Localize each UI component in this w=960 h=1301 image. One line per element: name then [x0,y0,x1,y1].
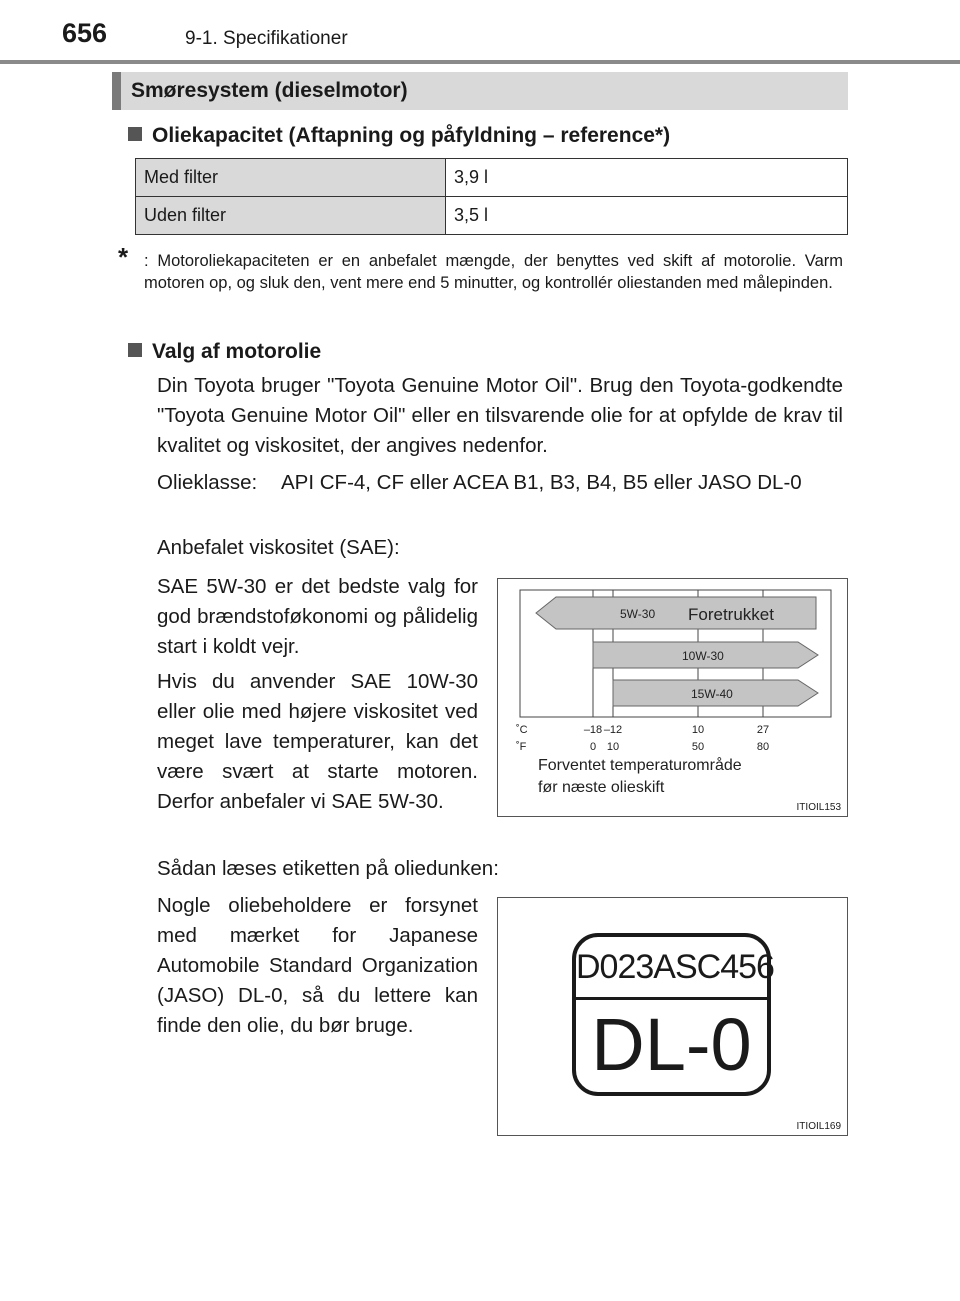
label-heading: Sådan læses etiketten på oliedunken: [157,857,499,880]
jaso-paragraph: Nogle oliebeholdere er forsynet med mærket for Japanese Automobile Standard Organization (JASO) DL-0, så du lettere kan finde den olie, du bør bruge. [157,894,478,1037]
oil-class-value: API CF-4, CF eller ACEA B1, B3, B4, B5 eller JASO DL-0 [281,471,802,494]
oil-class-label: Olieklasse: [157,471,258,494]
celsius-tick: –12 [603,724,623,736]
series-label: 15W-40 [691,687,733,701]
celsius-tick: 10 [691,724,705,736]
celsius-tick: –18 [583,724,603,736]
header-divider [0,60,960,64]
chapter-title: 9-1. Specifikationer [185,28,348,49]
series-label: 5W-30 [620,607,656,621]
preferred-label: Foretrukket [688,605,774,624]
footnote-star: * [118,242,129,272]
page-number: 656 [62,18,108,48]
oil-capacity-heading-text: Oliekapacitet (Aftapning og påfyldning – reference*) [152,124,671,147]
viscosity-chart [497,578,848,817]
celsius-tick: 27 [756,724,770,736]
chart-caption-line: før næste olieskift [538,779,665,796]
viscosity-paragraph-1: SAE 5W-30 er det bedste valg for god brændstoføkonomi og pålidelig start i koldt vejr. [157,575,478,658]
table-row [136,159,848,197]
celsius-unit: ˚C [516,724,528,736]
viscosity-chart-svg [498,579,847,816]
table-cell-label: Uden filter [136,197,446,235]
fahrenheit-tick: 0 [589,741,597,753]
fahrenheit-unit: ˚F [516,741,527,753]
section-title: Smøresystem (dieselmotor) [112,72,848,110]
square-bullet-icon [128,343,142,357]
bar-5w30 [536,597,816,629]
footnote [118,242,843,294]
jaso-mark [572,933,774,1096]
fahrenheit-tick: 10 [606,741,620,753]
viscosity-label: Anbefalet viskositet (SAE): [157,536,400,559]
viscosity-paragraph-2: Hvis du anvender SAE 10W-30 eller olie med højere viskositet ved meget lave temperaturer, kan det være svært at starte motoren. Derfor anbefaler vi SAE 5W-30. [157,670,478,813]
footnote-text: : Motoroliekapaciteten er en anbefalet mængde, der benyttes ved skift af motorolie. Varm motoren op, og sluk den, vent mere end 5 minutter, og kontrollér oliestanden med målepinden. [144,252,843,292]
jaso-grade: DL-0 [591,1003,752,1086]
fahrenheit-tick: 50 [691,741,705,753]
jaso-code: D023ASC456 [576,937,767,1000]
intro-paragraph: Din Toyota bruger "Toyota Genuine Motor Oil". Brug den Toyota-godkendte "Toyota Genuine Motor Oil" eller en tilsvarende olie for at opfylde de krav til kvalitet og viskositet, der angives nedenfor. [157,374,843,457]
table-row [136,197,848,235]
oil-capacity-heading [128,124,670,148]
oil-choice-heading-text: Valg af motorolie [152,340,322,363]
fahrenheit-tick: 80 [756,741,770,753]
oil-choice-heading [128,340,321,364]
series-label: 10W-30 [682,649,724,663]
oil-capacity-table [135,158,848,235]
table-cell-value: 3,9 l [446,159,848,197]
table-cell-value: 3,5 l [446,197,848,235]
jaso-label-figure [497,897,848,1136]
square-bullet-icon [128,127,142,141]
figure-code: ITIOIL169 [796,1121,841,1132]
table-cell-label: Med filter [136,159,446,197]
figure-code: ITIOIL153 [796,802,841,813]
chart-caption-line: Forventet temperaturområde [538,757,742,774]
